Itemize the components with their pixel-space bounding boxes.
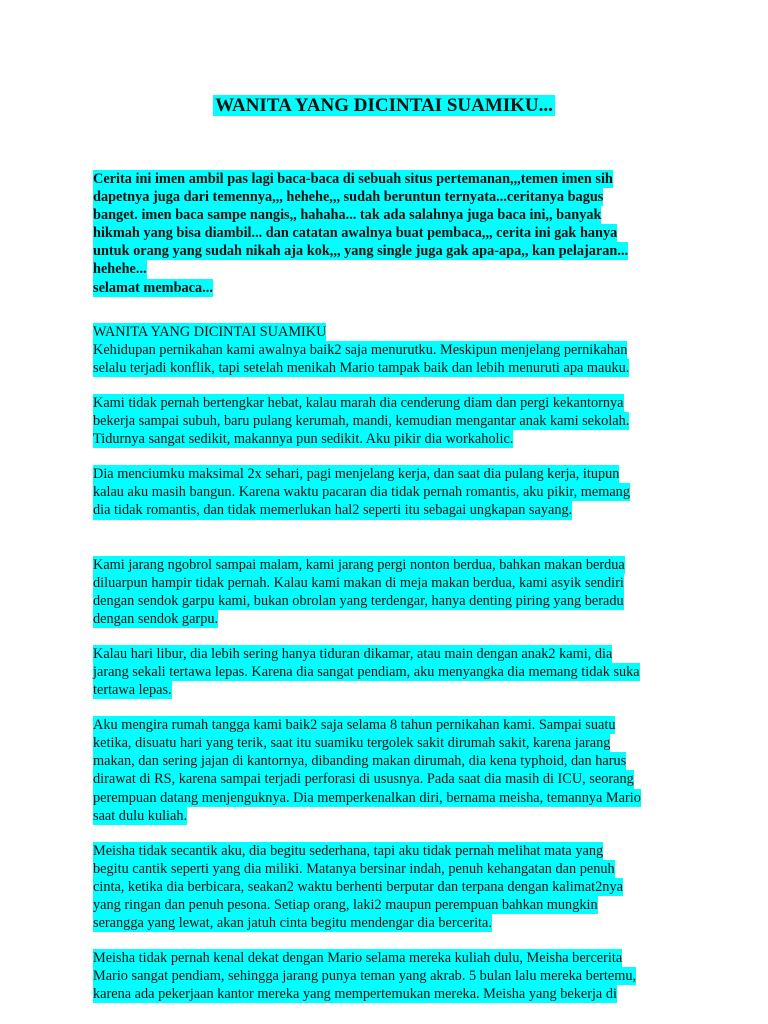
- intro-line: selamat membaca...: [93, 279, 213, 296]
- story-paragraph: [93, 628, 683, 699]
- paragraph-line: Aku mengira rumah tangga kami baik2 saja selama 8 tahun pernikahan kami. Sampai suatu: [93, 717, 616, 734]
- story-paragraph: [93, 448, 683, 519]
- paragraph-line: Kami tidak pernah bertengkar hebat, kalau marah dia cenderung diam dan pergi kekantornya: [93, 394, 624, 411]
- story-paragraph: [93, 932, 683, 1003]
- paragraph-line: Mario sangat pendiam, sehingga jarang punya teman yang akrab. 5 bulan lalu mereka bertemu,: [93, 968, 637, 985]
- paragraph-line: serangga yang lewat, akan jatuh cinta begitu mendengar dia bercerita.: [93, 915, 492, 932]
- document-body: [93, 170, 683, 1003]
- intro-line: untuk orang yang sudah nikah aja kok,,, yang single juga gak apa-apa,, kan pelajaran...: [93, 243, 629, 260]
- paragraph-line: dengan sendok garpu.: [93, 610, 219, 627]
- story-subtitle: [93, 297, 683, 377]
- intro-line: banget. imen baca sampe nangis,, hahaha... tak ada salahnya juga baca ini,, banyak: [93, 207, 602, 224]
- paragraph-line: diluarpun hampir tidak pernah. Kalau kami makan di meja makan berdua, kami asyik sendiri: [93, 574, 624, 591]
- story-paragraph: [93, 520, 683, 628]
- paragraph-line: Kami jarang ngobrol sampai malam, kami jarang pergi nonton berdua, bahkan makan berdua: [93, 556, 625, 573]
- paragraph-line: karena ada pekerjaan kantor mereka yang mempertemukan mereka. Meisha yang bekerja di: [93, 986, 617, 1003]
- paragraph-line: Kalau hari libur, dia lebih sering hanya tiduran dikamar, atau main dengan anak2 kami, dia: [93, 645, 613, 662]
- paragraph-line: selalu terjadi konflik, tapi setelah menikah Mario tampak baik dan lebih menuruti apa mauku.: [93, 359, 630, 376]
- paragraph-line: dirawat di RS, karena sampai terjadi perforasi di ususnya. Pada saat dia masih di ICU, seorang: [93, 771, 634, 788]
- paragraph-line: Dia menciumku maksimal 2x sehari, pagi menjelang kerja, dan saat dia pulang kerja, itupun: [93, 466, 620, 483]
- document-title: [0, 94, 768, 118]
- story-paragraph: [93, 377, 683, 448]
- paragraph-line: saat dulu kuliah.: [93, 807, 188, 824]
- story-paragraph: [93, 699, 683, 825]
- intro-line: hehehe...: [93, 261, 147, 278]
- intro-line: hikmah yang bisa diambil... dan catatan awalnya buat pembaca,,, cerita ini gak hanya: [93, 225, 618, 242]
- paragraph-line: dia tidak romantis, dan tidak memerlukan hal2 seperti itu sebagai ungkapan sayang.: [93, 502, 573, 519]
- paragraph-line: Kehidupan pernikahan kami awalnya baik2 saja menurutku. Meskipun menjelang pernikahan: [93, 341, 628, 358]
- paragraph-line: begitu cantik seperti yang dia miliki. Matanya bersinar indah, penuh kehangatan dan penuh: [93, 860, 615, 877]
- paragraph-line: ketika, disuatu hari yang terik, saat itu suamiku tergolek sakit dirumah sakit, karena jarang: [93, 735, 611, 752]
- paragraph-line: perempuan datang menjenguknya. Dia memperkenalkan diri, bernama meisha, temannya Mario: [93, 789, 641, 806]
- paragraph-line: Tidurnya sangat sedikit, makannya pun sedikit. Aku pikir dia workaholic.: [93, 431, 514, 448]
- paragraph-line: yang ringan dan penuh pesona. Setiap orang, laki2 maupun perempuan bahkan mungkin: [93, 897, 598, 913]
- paragraph-line: kalau aku masih bangun. Karena waktu pacaran dia tidak pernah romantis, aku pikir, memang: [93, 484, 630, 501]
- paragraph-line: dengan sendok garpu kami, bukan obrolan yang terdengar, hanya denting piring yang beradu: [93, 592, 624, 609]
- paragraph-line: Meisha tidak pernah kenal dekat dengan Mario selama mereka kuliah dulu, Meisha bercerita: [93, 950, 623, 967]
- intro-line: dapetnya juga dari temennya,,, hehehe,,, sudah beruntun ternyata...ceritanya bagus: [93, 189, 604, 206]
- paragraph-line: jarang sekali tertawa lepas. Karena dia sangat pendiam, aku menyangka dia memang tidak suka: [93, 663, 640, 680]
- title-text: WANITA YANG DICINTAI SUAMIKU...: [215, 95, 553, 116]
- paragraph-line: bekerja sampai subuh, baru pulang kerumah, mandi, kemudian mengantar anak kami sekolah.: [93, 413, 630, 430]
- paragraph-line: cinta, ketika dia berbicara, seakan2 waktu berhenti berputar dan terpana dengan kalimat2nya: [93, 878, 623, 895]
- intro-paragraph: [93, 170, 683, 297]
- paragraph-line: Meisha tidak secantik aku, dia begitu sederhana, tapi aku tidak pernah melihat mata yang: [93, 842, 604, 859]
- paragraph-line: makan, dan sering jajan di kantornya, dibanding makan dirumah, dia kena typhoid, dan harus: [93, 753, 627, 770]
- story-paragraph: [93, 825, 683, 932]
- subtitle-text: WANITA YANG DICINTAI SUAMIKU: [93, 323, 327, 340]
- intro-line: Cerita ini imen ambil pas lagi baca-baca di sebuah situs pertemanan,,,temen imen sih: [93, 171, 613, 187]
- paragraph-line: tertawa lepas.: [93, 682, 172, 699]
